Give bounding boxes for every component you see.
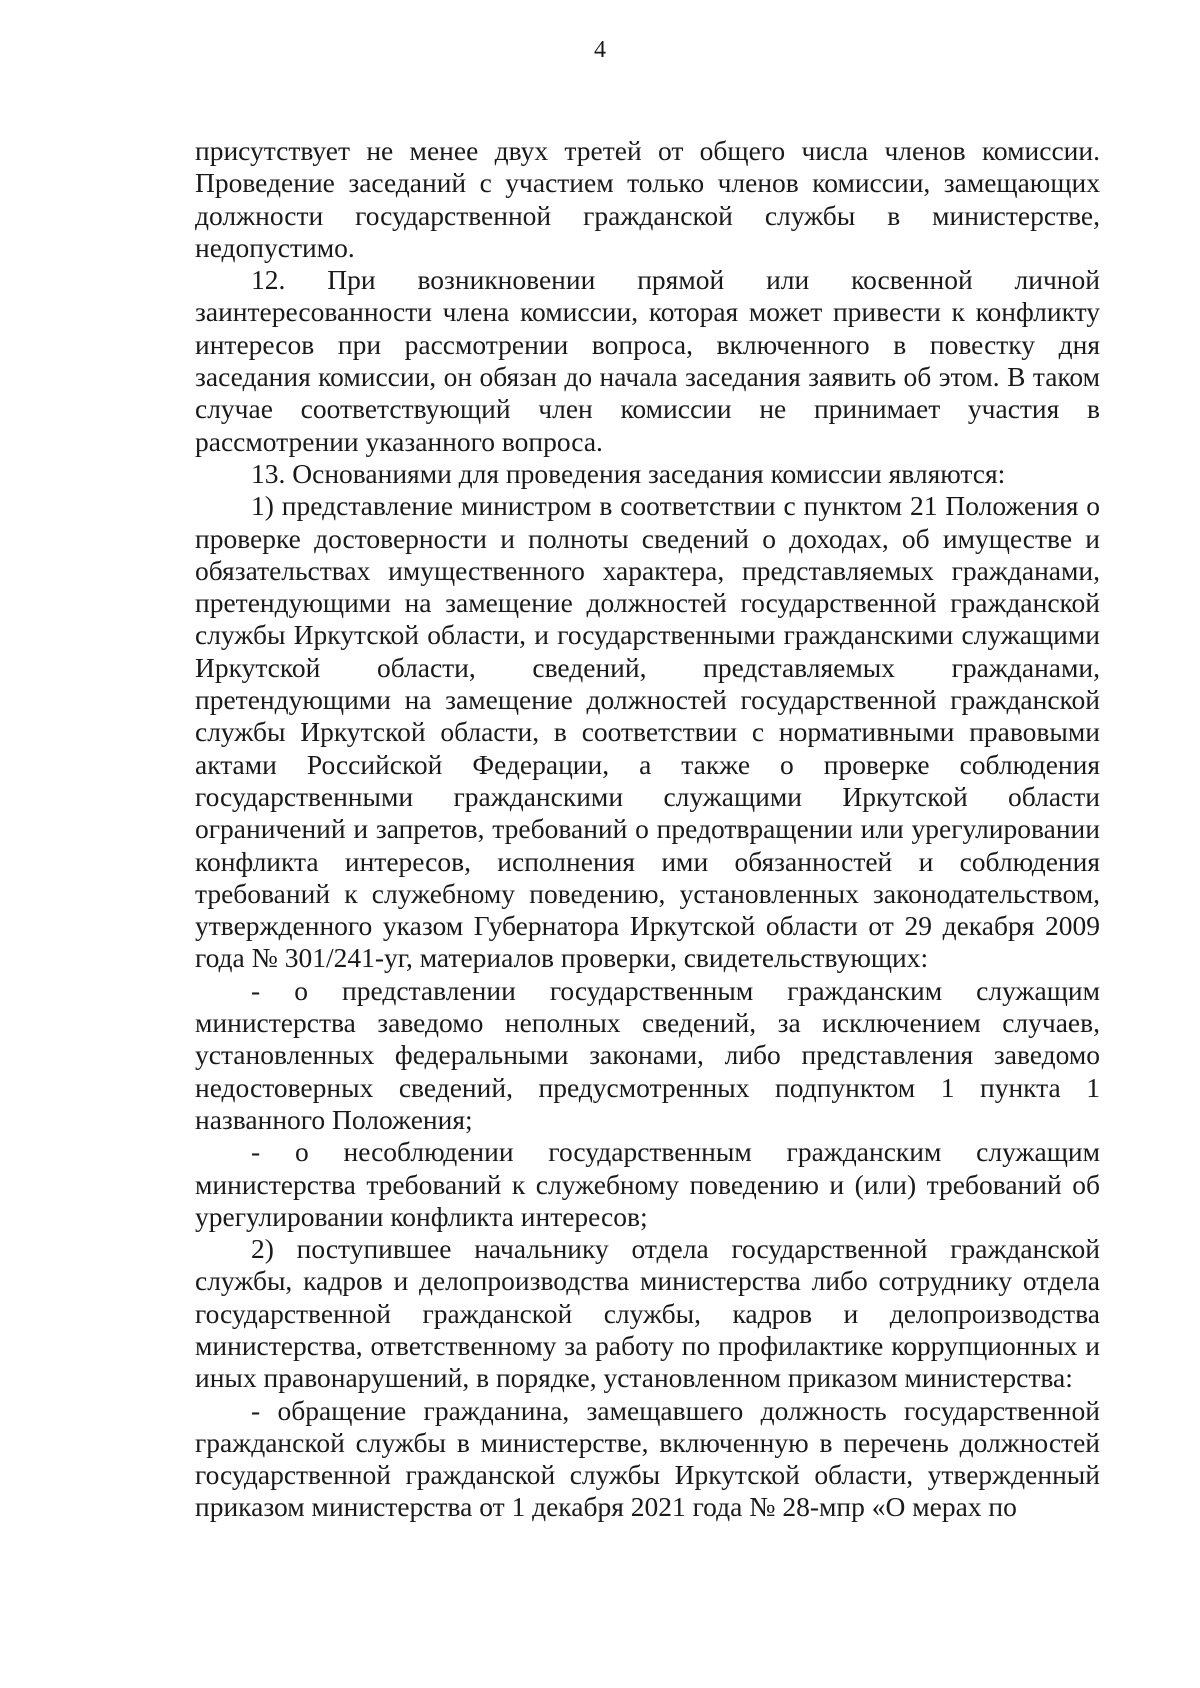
page-number: 4 bbox=[594, 37, 606, 63]
paragraph-bullet-non-compliance: - о несоблюдении государственным гражданским служащим министерства требований к служебному поведению и (или) требований об урегулировании конфликта интересов; bbox=[195, 1136, 1100, 1232]
document-body bbox=[195, 135, 1100, 1524]
paragraph-continuation: присутствует не менее двух третей от общего числа членов комиссии. Проведение заседаний с участием только членов комиссии, замещающих должности государственной гражданской службы в министерстве, недопустимо. bbox=[195, 135, 1100, 263]
paragraph-item-13: 13. Основаниями для проведения заседания комиссии являются: bbox=[251, 457, 1006, 489]
paragraph-bullet-incomplete-info: - о представлении государственным гражданским служащим министерства заведомо неполных сведений, за исключением случаев, установленных федеральными законами, либо представления заведомо недостоверных сведений, предусмотренных подпунктом 1 пункта 1 названного Положения; bbox=[195, 974, 1100, 1135]
paragraph-item-12: 12. При возникновении прямой или косвенной личной заинтересованности члена комиссии, которая может привести к конфликту интересов при рассмотрении вопроса, включенного в повестку дня заседания комиссии, он обязан до начала заседания заявить об этом. В таком случае соответствующий член комиссии не принимает участия в рассмотрении указанного вопроса. bbox=[195, 264, 1100, 457]
paragraph-bullet-citizen-appeal: - обращение гражданина, замещавшего должность государственной гражданской службы в министерстве, включенную в перечень должностей государственной гражданской службы Иркутской области, утвержденный приказом министерства от 1 декабря 2021 года № 28-мпр «О мерах по bbox=[195, 1394, 1100, 1523]
paragraph-subitem-1: 1) представление министром в соответствии с пунктом 21 Положения о проверке достоверности и полноты сведений о доходах, об имуществе и обязательствах имущественного характера, представляемых гражданами, претендующими на замещение должностей государственной гражданской службы Иркутской области, и государственными гражданскими служащими Иркутской области, сведений, представляемых гражданами, претендующими на замещение должностей государственной гражданской службы Иркутской области, в соответствии с нормативными правовыми актами Российской Федерации, а также о проверке соблюдения государственными гражданскими служащими Иркутской области ограничений и запретов, требований о предотвращении или урегулировании конфликта интересов, исполнения ими обязанностей и соблюдения требований к служебному поведению, установленных законодательством, утвержденного указом Губернатора Иркутской области от 29 декабря 2009 года № 301/241-уг, материалов проверки, свидетельствующих: bbox=[195, 490, 1100, 974]
paragraph-subitem-2: 2) поступившее начальнику отдела государственной гражданской службы, кадров и делопроизводства министерства либо сотруднику отдела государственной гражданской службы, кадров и делопроизводства министерства, ответственному за работу по профилактике коррупционных и иных правонарушений, в порядке, установленном приказом министерства: bbox=[195, 1233, 1100, 1394]
